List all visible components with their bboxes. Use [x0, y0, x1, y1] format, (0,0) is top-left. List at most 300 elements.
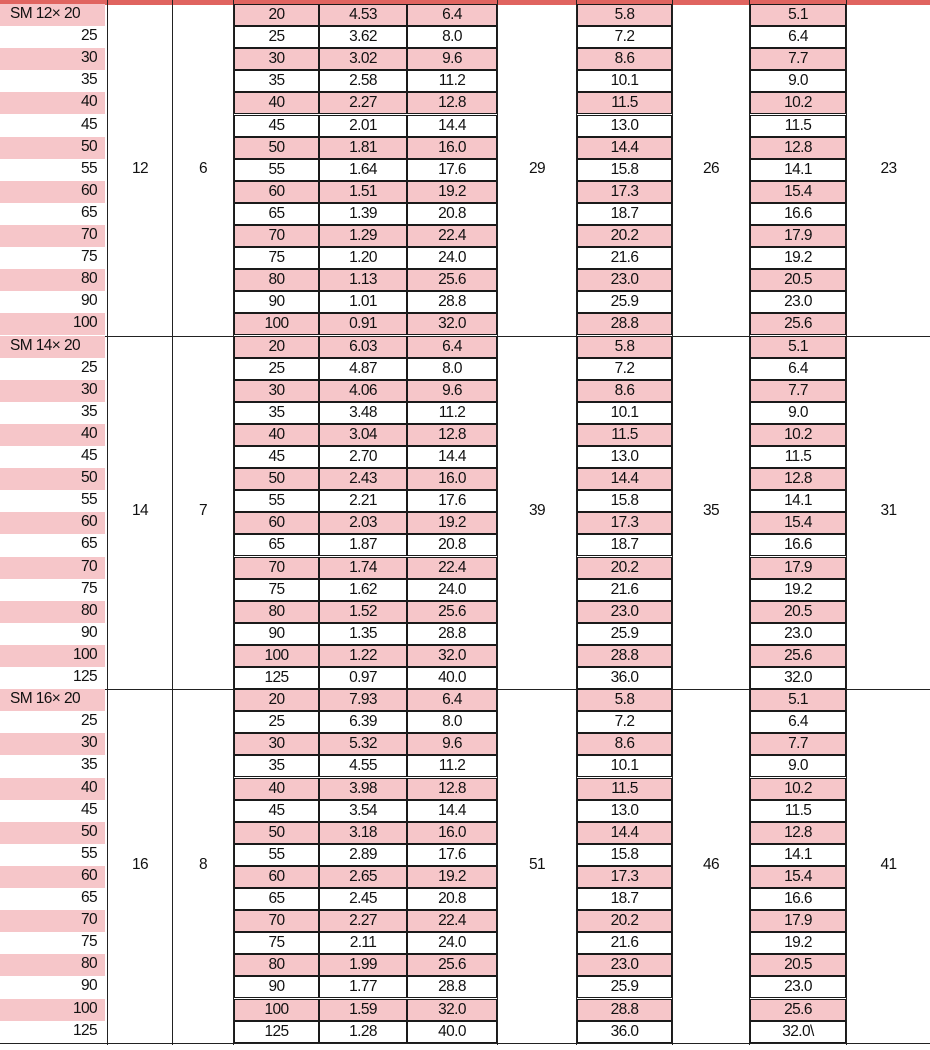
table-cell-e: 17.3: [577, 866, 672, 888]
merged-value-c10: 31: [880, 502, 897, 519]
table-cell-f: 15.4: [750, 181, 846, 203]
table-cell-b: 75: [234, 932, 319, 954]
table-cell-d: 25.6: [407, 269, 497, 291]
table-cell-a: 35: [80, 71, 97, 88]
table-cell-a: 55: [80, 160, 97, 177]
table-cell-c: 1.13: [319, 269, 407, 291]
table-cell-b: 25: [234, 26, 319, 48]
table-cell-e: 20.2: [577, 225, 672, 247]
table-cell-d: 17.6: [407, 844, 497, 866]
table-cell-d: 32.0: [407, 645, 497, 667]
table-cell-b: 35: [234, 755, 319, 777]
table-cell-b: 55: [234, 844, 319, 866]
table-cell-d: 6.4: [407, 4, 497, 26]
table-cell-e: 7.2: [577, 26, 672, 48]
table-cell-f: 19.2: [750, 247, 846, 269]
table-cell-e: 15.8: [577, 844, 672, 866]
table-cell-c: 1.35: [319, 623, 407, 645]
table-cell-a: 125: [72, 1022, 97, 1039]
table-bottom-border: [0, 1043, 930, 1044]
table-cell-d: 6.4: [407, 689, 497, 711]
table-cell-f: 20.5: [750, 954, 846, 976]
table-cell-b: 50: [234, 137, 319, 159]
merged-value-c2: 7: [198, 502, 208, 519]
table-cell-c: 6.03: [319, 336, 407, 358]
table-cell-c: 1.74: [319, 557, 407, 579]
table-cell-e: 28.8: [577, 313, 672, 335]
table-cell-c: 1.39: [319, 203, 407, 225]
table-cell-b: 60: [234, 866, 319, 888]
merged-value-c6: 51: [528, 856, 546, 873]
table-cell-a: 65: [80, 889, 97, 906]
table-cell-b: 80: [234, 269, 319, 291]
table-cell-a: 65: [80, 204, 97, 221]
table-cell-a: 80: [0, 269, 105, 291]
table-cell-f: 7.7: [750, 380, 846, 402]
model-name: SM 16× 20: [0, 689, 105, 711]
table-cell-d: 24.0: [407, 579, 497, 601]
table-cell-b: 55: [234, 159, 319, 181]
table-cell-e: 14.4: [577, 822, 672, 844]
table-cell-b: 90: [234, 291, 319, 313]
table-cell-e: 14.4: [577, 468, 672, 490]
table-cell-b: 55: [234, 490, 319, 512]
table-cell-d: 25.6: [407, 601, 497, 623]
table-cell-f: 11.5: [750, 115, 846, 137]
table-cell-c: 1.87: [319, 534, 407, 556]
table-cell-e: 36.0: [577, 667, 672, 689]
table-cell-e: 18.7: [577, 203, 672, 225]
table-cell-a: 75: [80, 580, 97, 597]
column-divider: [497, 0, 498, 1045]
table-cell-d: 28.8: [407, 291, 497, 313]
table-cell-f: 19.2: [750, 579, 846, 601]
model-name: SM 12× 20: [0, 4, 105, 26]
table-cell-a: 100: [0, 313, 105, 335]
table-cell-a: 45: [80, 116, 97, 133]
table-cell-f: 32.0\: [750, 1021, 846, 1043]
table-cell-e: 13.0: [577, 115, 672, 137]
table-cell-e: 36.0: [577, 1021, 672, 1043]
table-cell-f: 17.9: [750, 225, 846, 247]
table-cell-d: 22.4: [407, 225, 497, 247]
table-cell-d: 22.4: [407, 557, 497, 579]
table-cell-d: 19.2: [407, 866, 497, 888]
table-cell-d: 32.0: [407, 313, 497, 335]
table-cell-c: 2.45: [319, 888, 407, 910]
table-cell-d: 24.0: [407, 247, 497, 269]
table-cell-f: 17.9: [750, 910, 846, 932]
table-cell-a: 60: [0, 866, 105, 888]
table-cell-a: 25: [80, 712, 97, 729]
table-cell-b: 80: [234, 601, 319, 623]
table-cell-e: 20.2: [577, 557, 672, 579]
column-divider: [672, 0, 673, 1045]
table-cell-b: 125: [234, 1021, 319, 1043]
table-cell-b: 125: [234, 667, 319, 689]
table-cell-e: 10.1: [577, 70, 672, 92]
table-cell-d: 14.4: [407, 800, 497, 822]
table-cell-e: 15.8: [577, 490, 672, 512]
table-cell-c: 2.65: [319, 866, 407, 888]
table-cell-c: 1.51: [319, 181, 407, 203]
table-cell-c: 2.58: [319, 70, 407, 92]
table-cell-f: 19.2: [750, 932, 846, 954]
table-cell-d: 9.6: [407, 48, 497, 70]
merged-value-c8: 46: [702, 856, 720, 873]
table-cell-f: 10.2: [750, 424, 846, 446]
table-cell-f: 25.6: [750, 645, 846, 667]
table-cell-a: 80: [0, 601, 105, 623]
table-cell-a: 60: [0, 512, 105, 534]
table-cell-e: 25.9: [577, 291, 672, 313]
table-cell-f: 15.4: [750, 512, 846, 534]
table-cell-d: 40.0: [407, 1021, 497, 1043]
table-cell-e: 17.3: [577, 512, 672, 534]
table-cell-f: 14.1: [750, 490, 846, 512]
table-cell-c: 7.93: [319, 689, 407, 711]
table-cell-a: 25: [80, 359, 97, 376]
table-cell-d: 12.8: [407, 778, 497, 800]
table-cell-f: 7.7: [750, 733, 846, 755]
table-cell-d: 20.8: [407, 203, 497, 225]
table-cell-d: 28.8: [407, 623, 497, 645]
column-divider: [172, 0, 173, 1045]
table-cell-f: 16.6: [750, 534, 846, 556]
table-cell-f: 20.5: [750, 269, 846, 291]
table-cell-b: 45: [234, 800, 319, 822]
table-cell-d: 22.4: [407, 910, 497, 932]
table-cell-b: 35: [234, 402, 319, 424]
table-cell-b: 50: [234, 822, 319, 844]
table-cell-e: 8.6: [577, 380, 672, 402]
table-cell-f: 5.1: [750, 689, 846, 711]
column-divider: [107, 0, 108, 1045]
table-cell-f: 16.6: [750, 203, 846, 225]
table-cell-c: 1.22: [319, 645, 407, 667]
table-cell-b: 45: [234, 115, 319, 137]
table-cell-f: 12.8: [750, 137, 846, 159]
merged-value-c8: 35: [702, 502, 720, 519]
merged-value-c1: 12: [131, 160, 149, 177]
table-cell-c: 4.06: [319, 380, 407, 402]
table-cell-c: 1.52: [319, 601, 407, 623]
table-cell-c: 1.64: [319, 159, 407, 181]
table-cell-a: 65: [80, 535, 97, 552]
table-cell-c: 2.03: [319, 512, 407, 534]
table-cell-a: 30: [0, 48, 105, 70]
table-cell-e: 8.6: [577, 733, 672, 755]
table-cell-d: 24.0: [407, 932, 497, 954]
table-cell-e: 11.5: [577, 424, 672, 446]
table-cell-e: 28.8: [577, 645, 672, 667]
table-cell-b: 90: [234, 623, 319, 645]
table-cell-b: 30: [234, 733, 319, 755]
table-cell-c: 1.62: [319, 579, 407, 601]
table-cell-e: 11.5: [577, 778, 672, 800]
table-cell-f: 14.1: [750, 844, 846, 866]
table-cell-e: 21.6: [577, 932, 672, 954]
table-cell-a: 75: [80, 248, 97, 265]
table-cell-f: 23.0: [750, 976, 846, 998]
table-cell-a: 55: [80, 845, 97, 862]
table-cell-c: 2.01: [319, 115, 407, 137]
table-cell-b: 70: [234, 910, 319, 932]
table-cell-f: 7.7: [750, 48, 846, 70]
table-cell-b: 50: [234, 468, 319, 490]
table-cell-b: 70: [234, 225, 319, 247]
table-cell-d: 11.2: [407, 70, 497, 92]
table-cell-c: 2.21: [319, 490, 407, 512]
table-cell-f: 25.6: [750, 999, 846, 1021]
table-cell-f: 11.5: [750, 800, 846, 822]
table-cell-e: 5.8: [577, 336, 672, 358]
table-cell-f: 10.2: [750, 778, 846, 800]
table-cell-b: 65: [234, 888, 319, 910]
table-cell-c: 1.28: [319, 1021, 407, 1043]
table-cell-a: 125: [72, 668, 97, 685]
table-cell-f: 11.5: [750, 446, 846, 468]
table-cell-c: 2.89: [319, 844, 407, 866]
table-cell-c: 1.99: [319, 954, 407, 976]
table-cell-b: 25: [234, 358, 319, 380]
table-cell-e: 25.9: [577, 623, 672, 645]
table-cell-f: 20.5: [750, 601, 846, 623]
table-cell-d: 11.2: [407, 755, 497, 777]
table-cell-e: 10.1: [577, 402, 672, 424]
table-cell-a: 70: [0, 225, 105, 247]
table-cell-f: 9.0: [750, 755, 846, 777]
table-cell-c: 1.59: [319, 999, 407, 1021]
table-cell-e: 13.0: [577, 446, 672, 468]
merged-value-c10: 41: [880, 856, 897, 873]
table-cell-e: 13.0: [577, 800, 672, 822]
table-cell-d: 9.6: [407, 733, 497, 755]
merged-value-c2: 6: [198, 160, 208, 177]
table-cell-a: 35: [80, 756, 97, 773]
table-cell-a: 35: [80, 403, 97, 420]
table-cell-f: 32.0: [750, 667, 846, 689]
table-cell-e: 21.6: [577, 579, 672, 601]
table-cell-b: 35: [234, 70, 319, 92]
table-cell-f: 23.0: [750, 291, 846, 313]
table-cell-a: 100: [0, 999, 105, 1021]
table-cell-b: 100: [234, 313, 319, 335]
table-cell-c: 3.62: [319, 26, 407, 48]
table-cell-f: 12.8: [750, 822, 846, 844]
table-cell-d: 9.6: [407, 380, 497, 402]
merged-value-c1: 16: [131, 856, 149, 873]
table-cell-c: 3.98: [319, 778, 407, 800]
table-cell-b: 65: [234, 534, 319, 556]
table-cell-d: 14.4: [407, 115, 497, 137]
table-cell-d: 6.4: [407, 336, 497, 358]
table-cell-d: 19.2: [407, 512, 497, 534]
table-cell-a: 50: [0, 468, 105, 490]
merged-value-c2: 8: [198, 856, 208, 873]
table-cell-f: 10.2: [750, 92, 846, 114]
table-cell-e: 10.1: [577, 755, 672, 777]
table-cell-f: 6.4: [750, 711, 846, 733]
table-cell-a: 50: [0, 137, 105, 159]
table-cell-b: 75: [234, 247, 319, 269]
table-cell-c: 3.54: [319, 800, 407, 822]
table-cell-f: 23.0: [750, 623, 846, 645]
table-cell-d: 8.0: [407, 26, 497, 48]
table-cell-d: 28.8: [407, 976, 497, 998]
table-cell-f: 25.6: [750, 313, 846, 335]
table-cell-e: 7.2: [577, 358, 672, 380]
table-cell-c: 1.77: [319, 976, 407, 998]
table-cell-c: 1.01: [319, 291, 407, 313]
merged-value-c6: 29: [528, 160, 546, 177]
table-cell-d: 8.0: [407, 711, 497, 733]
table-cell-a: 70: [0, 557, 105, 579]
table-cell-b: 45: [234, 446, 319, 468]
table-cell-a: 30: [0, 733, 105, 755]
table-cell-a: 75: [80, 933, 97, 950]
table-cell-d: 17.6: [407, 490, 497, 512]
table-cell-d: 12.8: [407, 424, 497, 446]
table-cell-b: 75: [234, 579, 319, 601]
table-cell-f: 14.1: [750, 159, 846, 181]
table-cell-c: 2.27: [319, 910, 407, 932]
table-cell-e: 5.8: [577, 4, 672, 26]
merged-value-c6: 39: [528, 502, 546, 519]
table-cell-b: 25: [234, 711, 319, 733]
table-cell-c: 3.04: [319, 424, 407, 446]
table-cell-c: 6.39: [319, 711, 407, 733]
table-cell-f: 15.4: [750, 866, 846, 888]
table-cell-e: 14.4: [577, 137, 672, 159]
table-cell-e: 15.8: [577, 159, 672, 181]
table-cell-d: 20.8: [407, 888, 497, 910]
table-cell-d: 8.0: [407, 358, 497, 380]
table-cell-b: 70: [234, 557, 319, 579]
table-cell-c: 1.81: [319, 137, 407, 159]
table-cell-b: 60: [234, 512, 319, 534]
table-cell-e: 11.5: [577, 92, 672, 114]
table-cell-d: 16.0: [407, 137, 497, 159]
table-cell-c: 3.48: [319, 402, 407, 424]
table-cell-c: 5.32: [319, 733, 407, 755]
table-cell-a: 30: [0, 380, 105, 402]
table-cell-b: 30: [234, 380, 319, 402]
merged-value-c10: 23: [880, 160, 897, 177]
table-cell-a: 90: [80, 292, 97, 309]
table-cell-a: 60: [0, 181, 105, 203]
table-cell-b: 40: [234, 778, 319, 800]
table-cell-b: 60: [234, 181, 319, 203]
table-cell-a: 90: [80, 624, 97, 641]
table-cell-c: 4.87: [319, 358, 407, 380]
table-cell-c: 2.43: [319, 468, 407, 490]
table-cell-a: 50: [0, 822, 105, 844]
table-cell-d: 19.2: [407, 181, 497, 203]
table-cell-e: 20.2: [577, 910, 672, 932]
table-cell-f: 5.1: [750, 4, 846, 26]
table-cell-e: 18.7: [577, 534, 672, 556]
table-cell-a: 40: [0, 778, 105, 800]
table-cell-e: 28.8: [577, 999, 672, 1021]
table-cell-c: 0.91: [319, 313, 407, 335]
table-cell-b: 100: [234, 999, 319, 1021]
table-cell-e: 23.0: [577, 601, 672, 623]
table-cell-b: 90: [234, 976, 319, 998]
model-name: SM 14× 20: [0, 336, 105, 358]
table-cell-f: 6.4: [750, 26, 846, 48]
table-cell-e: 21.6: [577, 247, 672, 269]
table-cell-d: 16.0: [407, 468, 497, 490]
table-cell-d: 11.2: [407, 402, 497, 424]
table-cell-c: 2.11: [319, 932, 407, 954]
table-cell-c: 4.55: [319, 755, 407, 777]
table-cell-a: 45: [80, 801, 97, 818]
table-cell-e: 17.3: [577, 181, 672, 203]
table-cell-f: 16.6: [750, 888, 846, 910]
table-cell-d: 25.6: [407, 954, 497, 976]
table-cell-d: 12.8: [407, 92, 497, 114]
table-cell-b: 20: [234, 689, 319, 711]
table-cell-a: 80: [0, 954, 105, 976]
table-cell-d: 32.0: [407, 999, 497, 1021]
table-cell-c: 3.02: [319, 48, 407, 70]
merged-value-c8: 26: [702, 160, 720, 177]
table-cell-b: 20: [234, 4, 319, 26]
table-cell-e: 23.0: [577, 269, 672, 291]
table-cell-c: 4.53: [319, 4, 407, 26]
table-cell-a: 55: [80, 491, 97, 508]
table-cell-b: 30: [234, 48, 319, 70]
table-cell-a: 40: [0, 92, 105, 114]
table-cell-f: 5.1: [750, 336, 846, 358]
table-cell-d: 40.0: [407, 667, 497, 689]
table-cell-c: 0.97: [319, 667, 407, 689]
table-cell-e: 25.9: [577, 976, 672, 998]
table-cell-a: 70: [0, 910, 105, 932]
table-cell-f: 9.0: [750, 402, 846, 424]
table-cell-b: 20: [234, 336, 319, 358]
merged-value-c1: 14: [131, 502, 149, 519]
column-divider: [846, 0, 847, 1045]
table-cell-b: 40: [234, 424, 319, 446]
table-cell-c: 2.70: [319, 446, 407, 468]
table-cell-f: 9.0: [750, 70, 846, 92]
table-cell-a: 100: [0, 645, 105, 667]
table-cell-b: 100: [234, 645, 319, 667]
table-cell-a: 45: [80, 447, 97, 464]
table-cell-b: 65: [234, 203, 319, 225]
table-cell-d: 17.6: [407, 159, 497, 181]
table-cell-a: 40: [0, 424, 105, 446]
table-cell-c: 2.27: [319, 92, 407, 114]
table-cell-e: 7.2: [577, 711, 672, 733]
table-cell-b: 40: [234, 92, 319, 114]
table-cell-e: 5.8: [577, 689, 672, 711]
table-cell-c: 1.29: [319, 225, 407, 247]
table-cell-c: 1.20: [319, 247, 407, 269]
table-cell-d: 16.0: [407, 822, 497, 844]
table-cell-a: 90: [80, 977, 97, 994]
table-cell-f: 12.8: [750, 468, 846, 490]
table-cell-f: 17.9: [750, 557, 846, 579]
table-cell-a: 25: [80, 27, 97, 44]
table-cell-e: 8.6: [577, 48, 672, 70]
table-cell-c: 3.18: [319, 822, 407, 844]
table-cell-d: 20.8: [407, 534, 497, 556]
table-cell-d: 14.4: [407, 446, 497, 468]
table-cell-e: 18.7: [577, 888, 672, 910]
